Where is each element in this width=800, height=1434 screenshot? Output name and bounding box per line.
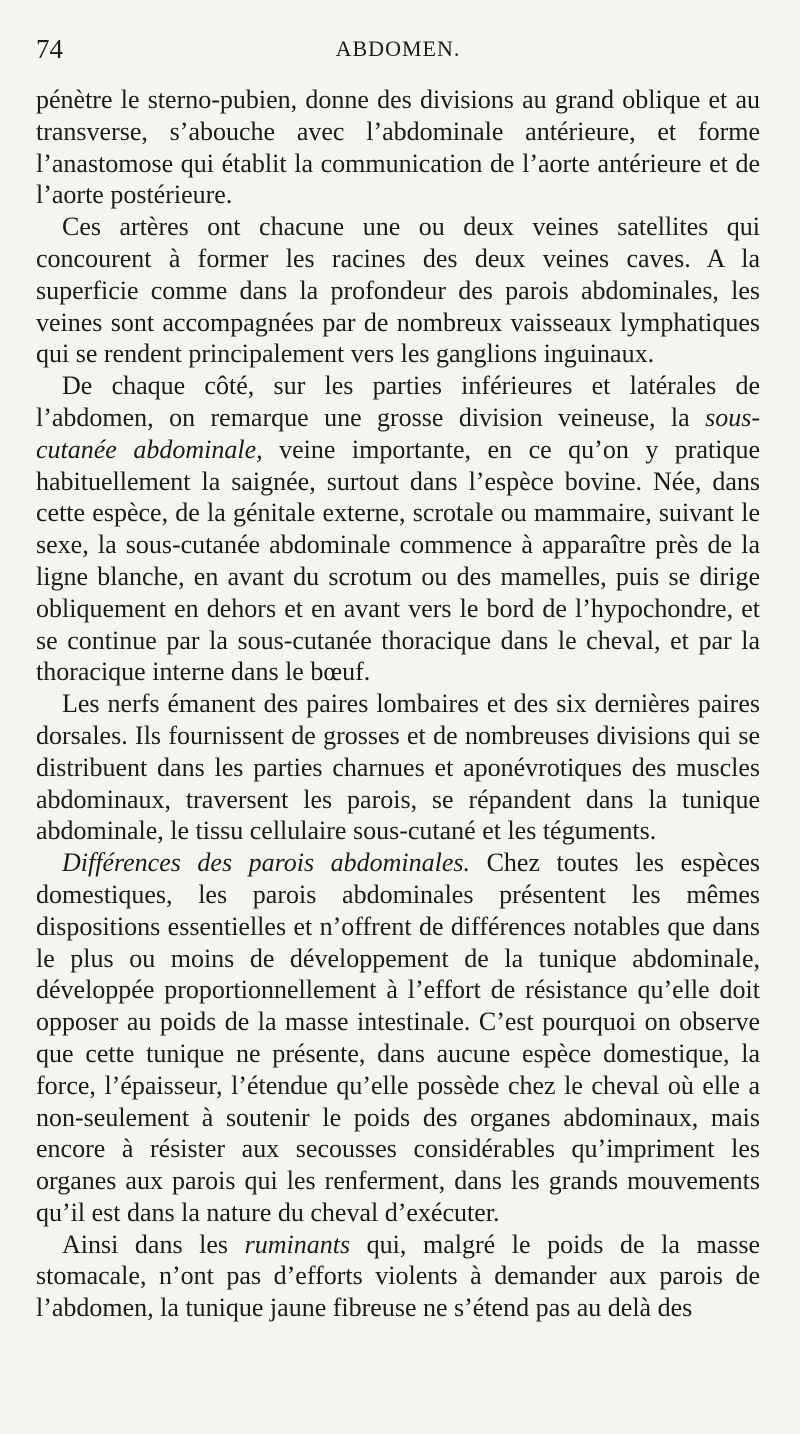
italic-section-heading: Différences des parois abdominales.	[62, 848, 471, 878]
paragraph-subcutaneous-vein	[36, 370, 760, 688]
paragraph-ruminants	[36, 1229, 760, 1324]
paragraph-veins: Ces artères ont chacune une ou deux veines satellites qui concourent à former les racines des deux veines caves. A la superficie comme dans la profondeur des parois abdominales, les veines sont accompagnées par de nombreux vaisseaux lymphatiques qui se rendent principalement vers les ganglions inguinaux.	[36, 212, 760, 369]
paragraph-text: veine importante, en ce qu’on y pratique habituellement la saignée, surtout dans l’espèce bovine. Née, dans cette espèce, de la génitale externe, scrotale ou mammaire, suivant le sexe, la sous-cutanée abdominale commence à apparaître près de la ligne blanche, en avant du scrotum ou des mamelles, puis se dirige obliquement en dehors et en avant vers le bord de l’hypochondre, et se continue par la sous-cutanée thoracique dans le cheval, et par la thoracique interne dans le bœuf.	[36, 434, 760, 687]
paragraph-text: Chez toutes les espèces domestiques, les parois abdominales présentent les mêmes dispositions essentielles et n’offrent de différences notables que dans le plus ou moins de développement de la tunique abdominale, développée proportionnellement à l’effort de résistance qu’elle doit opposer au poids de la masse intestinale. C’est pourquoi on observe que cette tunique ne présente, dans aucune espèce domestique, la force, l’épaisseur, l’étendue qu’elle possède chez le cheval où elle a non-seulement à soutenir le poids des organes abdominaux, mais encore à résister aux secousses considérables qu’impriment les organes aux parois qui les renferment, dans les grands mouvements qu’il est dans la nature du cheval d’exécuter.	[36, 848, 760, 1227]
italic-term: ruminants	[244, 1229, 351, 1259]
paragraph-text: qui, malgré le poids de la masse stomacale, n’ont pas d’efforts violents à demander aux parois de l’abdomen, la tunique jaune fibreuse ne s’étend pas au delà des	[36, 1229, 760, 1323]
paragraph-continued: pénètre le sterno-pubien, donne des divisions au grand oblique et au transverse, s’abouche avec l’abdominale antérieure, et forme l’anastomose qui établit la communication de l’aorte antérieure et de l’aorte postérieure.	[36, 85, 760, 210]
running-title: ABDOMEN.	[335, 36, 461, 61]
italic-term: sous-cutanée abdominale,	[36, 402, 760, 464]
body-text	[36, 84, 760, 1324]
paragraph-nerves: Les nerfs émanent des paires lombaires et des six dernières paires dorsales. Ils fournissent de grosses et de nombreuses divisions qui se distribuent dans les parties charnues et aponévrotiques des muscles abdominaux, traversent les parois, se répandent dans la tunique abdominale, le tissu cellulaire sous-cutané et les téguments.	[36, 689, 760, 846]
paragraph-text: De chaque côté, sur les parties inférieures et latérales de l’abdomen, on remarque une grosse division veineuse, la	[36, 371, 760, 432]
page-header	[36, 34, 760, 84]
page-number: 74	[36, 34, 63, 64]
paragraph-differences	[36, 847, 760, 1229]
paragraph-text: Ainsi dans les	[62, 1229, 245, 1259]
